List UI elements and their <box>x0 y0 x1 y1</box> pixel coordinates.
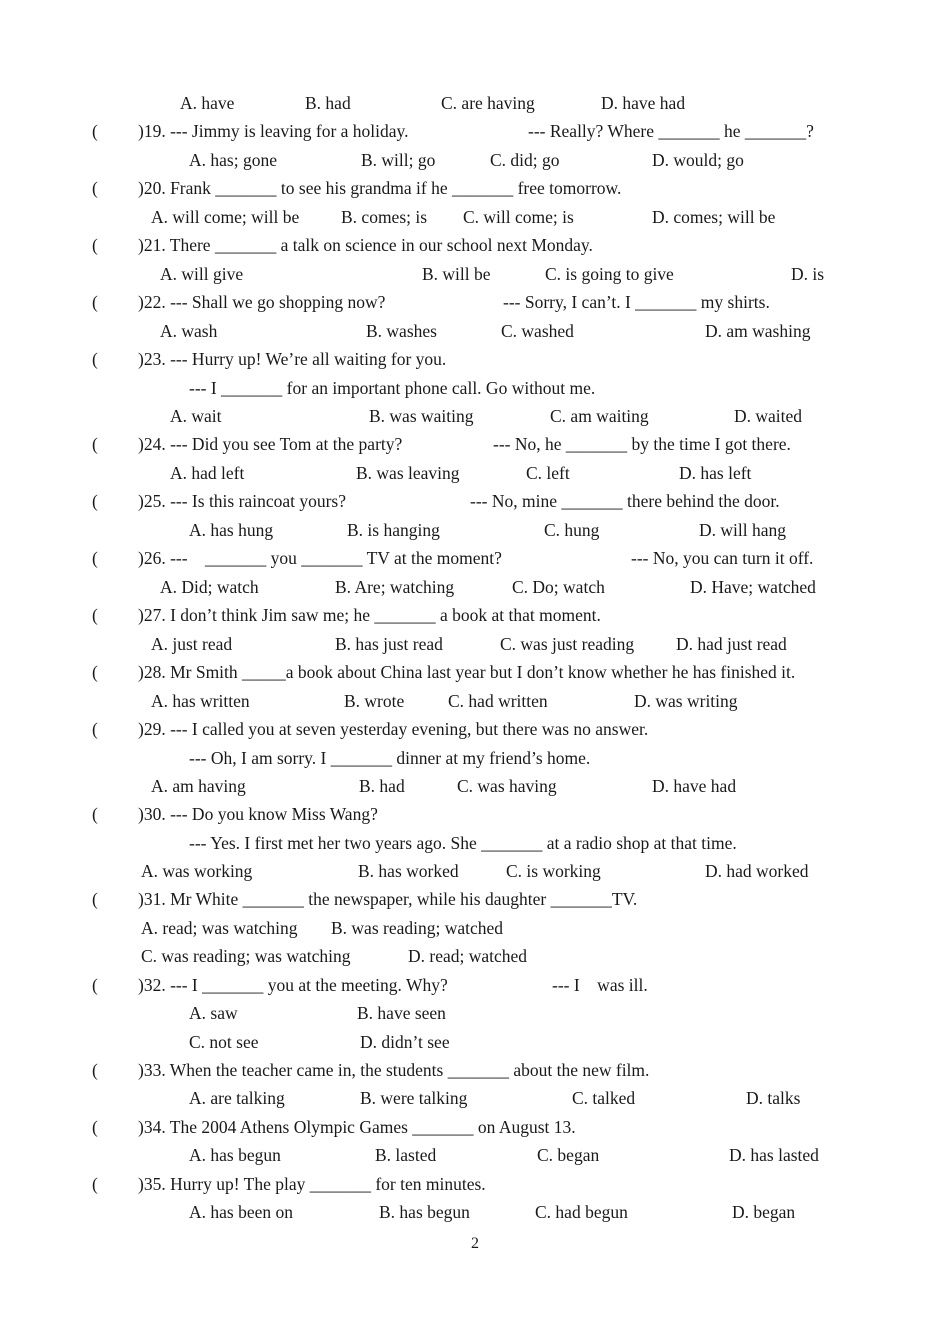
options-line <box>0 1029 950 1055</box>
answer-option: D. read; watched <box>408 946 528 966</box>
question-line <box>0 1114 950 1140</box>
answer-bracket[interactable]: ( <box>92 1060 98 1080</box>
answer-option: D. began <box>732 1202 796 1222</box>
answer-bracket[interactable]: ( <box>92 235 98 255</box>
answer-option: C. am waiting <box>550 406 649 426</box>
options-line <box>0 688 950 714</box>
answer-bracket[interactable]: ( <box>92 178 98 198</box>
options-line <box>0 1085 950 1111</box>
answer-option: C. will come; is <box>463 207 574 227</box>
question-line <box>0 1057 950 1083</box>
answer-option: C. is going to give <box>545 264 674 284</box>
dialogue-text: --- I _______ for an important phone call. Go without me. <box>189 378 596 398</box>
question-text: )23. --- Hurry up! We’re all waiting for you. <box>138 349 447 369</box>
answer-option: D. talks <box>746 1088 801 1108</box>
answer-bracket[interactable]: ( <box>92 1117 98 1137</box>
options-line <box>0 1199 950 1225</box>
answer-option: A. have <box>180 93 235 113</box>
answer-option: D. have had <box>601 93 686 113</box>
question-text: )34. The 2004 Athens Olympic Games _______ on August 13. <box>138 1117 576 1137</box>
question-line <box>0 289 950 315</box>
options-line <box>0 460 950 486</box>
answer-option: A. has; gone <box>189 150 277 170</box>
options-line <box>0 1000 950 1026</box>
options-line <box>0 147 950 173</box>
options-line <box>0 858 950 884</box>
question-reply-text: --- No, he _______ by the time I got there. <box>493 434 791 454</box>
options-line <box>0 773 950 799</box>
answer-option: B. lasted <box>375 1145 437 1165</box>
answer-option: C. are having <box>441 93 535 113</box>
answer-bracket[interactable]: ( <box>92 349 98 369</box>
answer-option: C. Do; watch <box>512 577 605 597</box>
answer-option: D. am washing <box>705 321 811 341</box>
question-text: )32. --- I _______ you at the meeting. Why? <box>138 975 448 995</box>
answer-option: D. has lasted <box>729 1145 819 1165</box>
answer-bracket[interactable]: ( <box>92 548 98 568</box>
dialogue-line <box>0 375 950 401</box>
answer-option: C. was just reading <box>500 634 635 654</box>
question-line <box>0 659 950 685</box>
question-reply-text: --- No, you can turn it off. <box>631 548 814 568</box>
answer-option: D. have had <box>652 776 737 796</box>
answer-option: D. was writing <box>634 691 738 711</box>
question-line <box>0 232 950 258</box>
answer-option: C. did; go <box>490 150 560 170</box>
answer-option: C. not see <box>189 1032 259 1052</box>
answer-option: B. wrote <box>344 691 405 711</box>
question-line <box>0 716 950 742</box>
answer-bracket[interactable]: ( <box>92 491 98 511</box>
question-line <box>0 488 950 514</box>
answer-option: C. is working <box>506 861 601 881</box>
question-line <box>0 118 950 144</box>
answer-option: C. left <box>526 463 570 483</box>
question-line <box>0 545 950 571</box>
question-line <box>0 1171 950 1197</box>
question-reply-text: --- No, mine _______ there behind the door. <box>470 491 780 511</box>
question-reply-text: --- Sorry, I can’t. I _______ my shirts. <box>503 292 770 312</box>
answer-option: D. will hang <box>699 520 787 540</box>
answer-option: A. has hung <box>189 520 274 540</box>
answer-bracket[interactable]: ( <box>92 662 98 682</box>
answer-option: A. has begun <box>189 1145 281 1165</box>
answer-option: B. is hanging <box>347 520 440 540</box>
question-text: )21. There _______ a talk on science in our school next Monday. <box>138 235 593 255</box>
dialogue-line <box>0 830 950 856</box>
answer-option: B. will; go <box>361 150 436 170</box>
answer-option: D. waited <box>734 406 803 426</box>
question-text: )31. Mr White _______ the newspaper, while his daughter _______TV. <box>138 889 638 909</box>
answer-bracket[interactable]: ( <box>92 889 98 909</box>
question-line <box>0 175 950 201</box>
answer-option: B. was leaving <box>356 463 460 483</box>
dialogue-text: --- Yes. I first met her two years ago. She _______ at a radio shop at that time. <box>189 833 737 853</box>
question-text: )25. --- Is this raincoat yours? <box>138 491 346 511</box>
answer-option: A. read; was watching <box>141 918 298 938</box>
question-text: )33. When the teacher came in, the students _______ about the new film. <box>138 1060 650 1080</box>
answer-option: A. has written <box>151 691 250 711</box>
question-text: )26. --- _______ you _______ TV at the moment? <box>138 548 502 568</box>
question-text: )28. Mr Smith _____a book about China last year but I don’t know whether he has finished it. <box>138 662 796 682</box>
answer-option: A. was working <box>141 861 253 881</box>
answer-bracket[interactable]: ( <box>92 434 98 454</box>
options-line <box>0 574 950 600</box>
answer-option: D. didn’t see <box>360 1032 450 1052</box>
question-text: )30. --- Do you know Miss Wang? <box>138 804 378 824</box>
question-line <box>0 972 950 998</box>
options-line <box>0 517 950 543</box>
question-line <box>0 346 950 372</box>
answer-option: D. comes; will be <box>652 207 776 227</box>
question-line <box>0 602 950 628</box>
answer-option: B. was waiting <box>369 406 474 426</box>
options-line <box>0 204 950 230</box>
answer-option: A. wash <box>160 321 218 341</box>
options-line <box>0 1142 950 1168</box>
question-line <box>0 801 950 827</box>
page-number: 2 <box>471 1235 479 1252</box>
question-text: )24. --- Did you see Tom at the party? <box>138 434 403 454</box>
answer-option: A. am having <box>151 776 246 796</box>
answer-bracket[interactable]: ( <box>92 121 98 141</box>
question-text: )27. I don’t think Jim saw me; he _______ a book at that moment. <box>138 605 601 625</box>
answer-option: C. had written <box>448 691 548 711</box>
answer-option: B. was reading; watched <box>331 918 504 938</box>
answer-option: A. wait <box>170 406 222 426</box>
answer-option: B. has begun <box>379 1202 470 1222</box>
options-line <box>0 403 950 429</box>
dialogue-text: --- Oh, I am sorry. I _______ dinner at my friend’s home. <box>189 748 591 768</box>
answer-option: C. began <box>537 1145 600 1165</box>
question-reply-text: --- Really? Where _______ he _______? <box>528 121 814 141</box>
options-line <box>0 261 950 287</box>
answer-option: D. would; go <box>652 150 744 170</box>
question-text: )20. Frank _______ to see his grandma if he _______ free tomorrow. <box>138 178 622 198</box>
dialogue-line <box>0 745 950 771</box>
answer-option: C. talked <box>572 1088 636 1108</box>
options-line <box>0 90 950 116</box>
answer-option: C. was having <box>457 776 557 796</box>
answer-option: C. hung <box>544 520 600 540</box>
answer-option: B. has just read <box>335 634 443 654</box>
answer-option: A. had left <box>170 463 245 483</box>
answer-option: A. just read <box>151 634 233 654</box>
answer-option: B. washes <box>366 321 437 341</box>
answer-option: A. Did; watch <box>160 577 259 597</box>
answer-option: A. has been on <box>189 1202 294 1222</box>
question-text: )19. --- Jimmy is leaving for a holiday. <box>138 121 409 141</box>
answer-bracket[interactable]: ( <box>92 719 98 739</box>
answer-bracket[interactable]: ( <box>92 292 98 312</box>
answer-option: D. had worked <box>705 861 809 881</box>
answer-option: B. comes; is <box>341 207 428 227</box>
answer-option: B. had <box>305 93 351 113</box>
question-text: )29. --- I called you at seven yesterday evening, but there was no answer. <box>138 719 649 739</box>
answer-option: A. saw <box>189 1003 238 1023</box>
question-line <box>0 431 950 457</box>
answer-option: B. will be <box>422 264 491 284</box>
answer-option: C. was reading; was watching <box>141 946 351 966</box>
answer-option: D. had just read <box>676 634 787 654</box>
answer-option: C. washed <box>501 321 574 341</box>
question-text: )35. Hurry up! The play _______ for ten minutes. <box>138 1174 486 1194</box>
question-text: )22. --- Shall we go shopping now? <box>138 292 386 312</box>
answer-option: D. Have; watched <box>690 577 816 597</box>
options-line <box>0 915 950 941</box>
question-reply-text: --- I was ill. <box>552 975 648 995</box>
options-line <box>0 943 950 969</box>
answer-option: B. have seen <box>357 1003 446 1023</box>
answer-option: B. Are; watching <box>335 577 455 597</box>
options-line <box>0 318 950 344</box>
question-line <box>0 886 950 912</box>
answer-option: A. will give <box>160 264 244 284</box>
answer-bracket[interactable]: ( <box>92 605 98 625</box>
answer-bracket[interactable]: ( <box>92 804 98 824</box>
answer-option: A. are talking <box>189 1088 285 1108</box>
answer-option: A. will come; will be <box>151 207 300 227</box>
options-line <box>0 631 950 657</box>
answer-bracket[interactable]: ( <box>92 975 98 995</box>
answer-option: C. had begun <box>535 1202 628 1222</box>
answer-option: B. had <box>359 776 405 796</box>
answer-option: D. is <box>791 264 825 284</box>
answer-option: D. has left <box>679 463 752 483</box>
answer-option: B. were talking <box>360 1088 468 1108</box>
answer-option: B. has worked <box>358 861 459 881</box>
answer-bracket[interactable]: ( <box>92 1174 98 1194</box>
